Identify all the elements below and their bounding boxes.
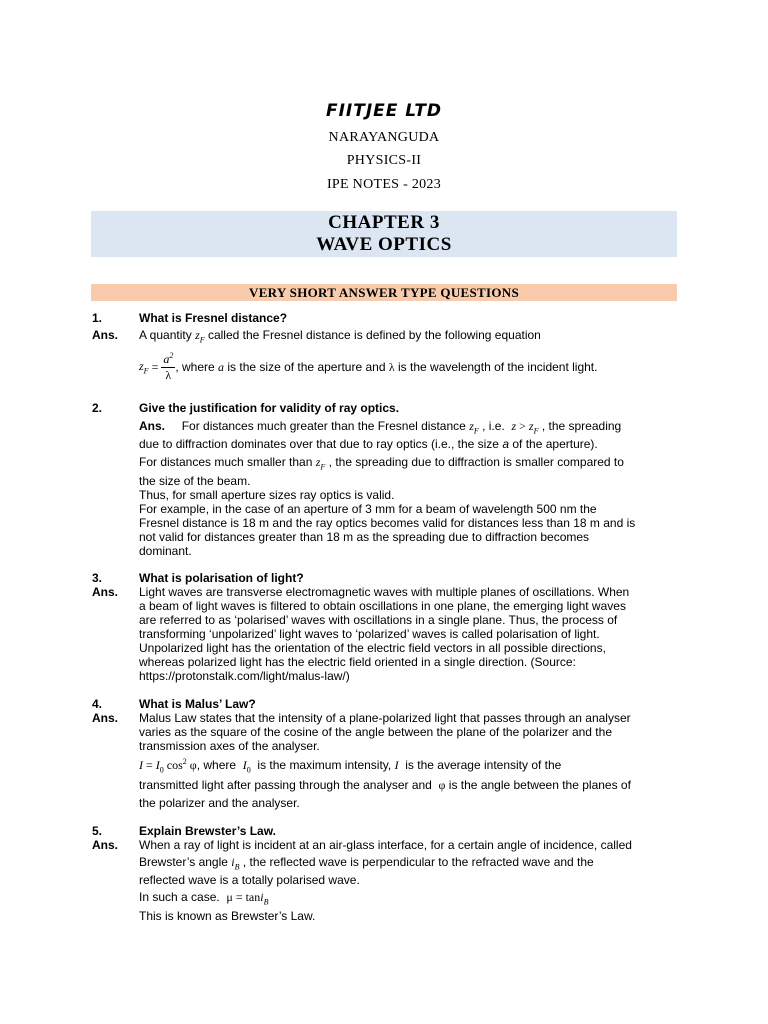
section-heading: VERY SHORT ANSWER TYPE QUESTIONS [91,284,677,301]
question-text: Give the justification for validity of ray optics. [139,401,400,415]
answer-line: not valid for distances greater than 18 m as the spreading due to diffraction becomes [139,530,590,544]
answer-line: transmitted light after passing through the analyser and φ is the angle between the planes of [139,778,631,792]
source-link[interactable]: https://protonstalk.com/light/malus-law/) [139,669,350,683]
question-number: 2. [92,401,103,415]
subject-name: PHYSICS-II [346,153,422,168]
answer-line: whereas polarized light has the electric field oriented in a single direction. (Source: [139,655,576,669]
answer-line: This is known as Brewster’s Law. [139,909,316,923]
answer-line: For distances much smaller than $z_F$ , the spreading due to diffraction is smaller compared to [139,455,624,472]
question-text: What is polarisation of light? [139,571,304,585]
answer-line: varies as the square of the cosine of the angle between the plane of the polarizer and the [139,725,612,739]
answer-line: the polarizer and the analyser. [139,796,300,810]
question-number: 4. [92,697,103,711]
answer-label: Ans. [92,328,119,342]
answer-line: the size of the beam. [139,474,251,488]
answer-line: Unpolarized light has the orientation of the electric field vectors in all possible directions, [139,641,606,655]
answer-line: Malus Law states that the intensity of a plane-polarized light that passes through an analyser [139,711,631,725]
question-number: 1. [92,311,103,325]
answer-line: Ans. For distances much greater than the Fresnel distance $z_F$ , i.e. $z > z_F$ , the spreading [139,419,622,436]
answer-label: Ans. [92,585,119,599]
branch-name: NARAYANGUDA [328,130,440,145]
answer-line: A quantity $z_F$ called the Fresnel distance is defined by the following equation [139,328,541,345]
malus-equation-line: $I = I_0$ $\cos^2 \varphi$, where $I_0$ is the maximum intensity, I is the average intensity of the [139,757,562,775]
question-number: 3. [92,571,103,585]
answer-line: due to diffraction dominates over that due to ray optics (i.e., the size a of the aperture). [139,437,598,451]
answer-label: Ans. [139,419,166,433]
answer-line: Light waves are transverse electromagnetic waves with multiple planes of oscillations. When [139,585,630,599]
answer-line: When a ray of light is incident at an air-glass interface, for a certain angle of incidence, called [139,838,632,852]
question-text: Explain Brewster’s Law. [139,824,276,838]
answer-line: a beam of light waves is filtered to obtain oscillations in one plane, the emerging light waves [139,599,626,613]
chapter-heading-box [91,211,677,257]
question-text: What is Malus’ Law? [139,697,256,711]
question-number: 5. [92,824,103,838]
chapter-number: CHAPTER 3 [328,212,440,233]
answer-line: For example, in the case of an aperture of 3 mm for a beam of wavelength 500 nm the [139,502,597,516]
answer-line: transforming ‘unpolarized’ light waves to ‘polarized’ waves is called polarisation of light. [139,627,600,641]
question-text: What is Fresnel distance? [139,311,288,325]
answer-line: dominant. [139,544,192,558]
answer-line: Brewster’s angle $i_B$ , the reflected wave is perpendicular to the refracted wave and the [139,855,594,872]
answer-line: Thus, for small aperture sizes ray optics is valid. [139,488,395,502]
answer-label: Ans. [92,838,119,852]
company-logo: FIITJEE LTD [325,101,443,121]
chapter-title: WAVE OPTICS [316,234,452,255]
brewster-equation-line: In such a case. μ = tani$_B$ [139,890,269,907]
notes-title: IPE NOTES - 2023 [326,177,442,192]
answer-line: reflected wave is a totally polarised wave. [139,873,360,887]
answer-line: Fresnel distance is 18 m and the ray optics becomes valid for distances less than 18 m and is [139,516,636,530]
answer-label: Ans. [92,711,119,725]
fresnel-equation-line: $z_F$ = $\frac{a^2}{\lambda}$ , where a is the size of the aperture and λ is the wavelength of the incident light. [139,351,598,382]
answer-line: transmission axes of the analyser. [139,739,320,753]
answer-line: are referred to as ‘polarised’ waves with oscillations in a single plane. Thus, the process of [139,613,618,627]
